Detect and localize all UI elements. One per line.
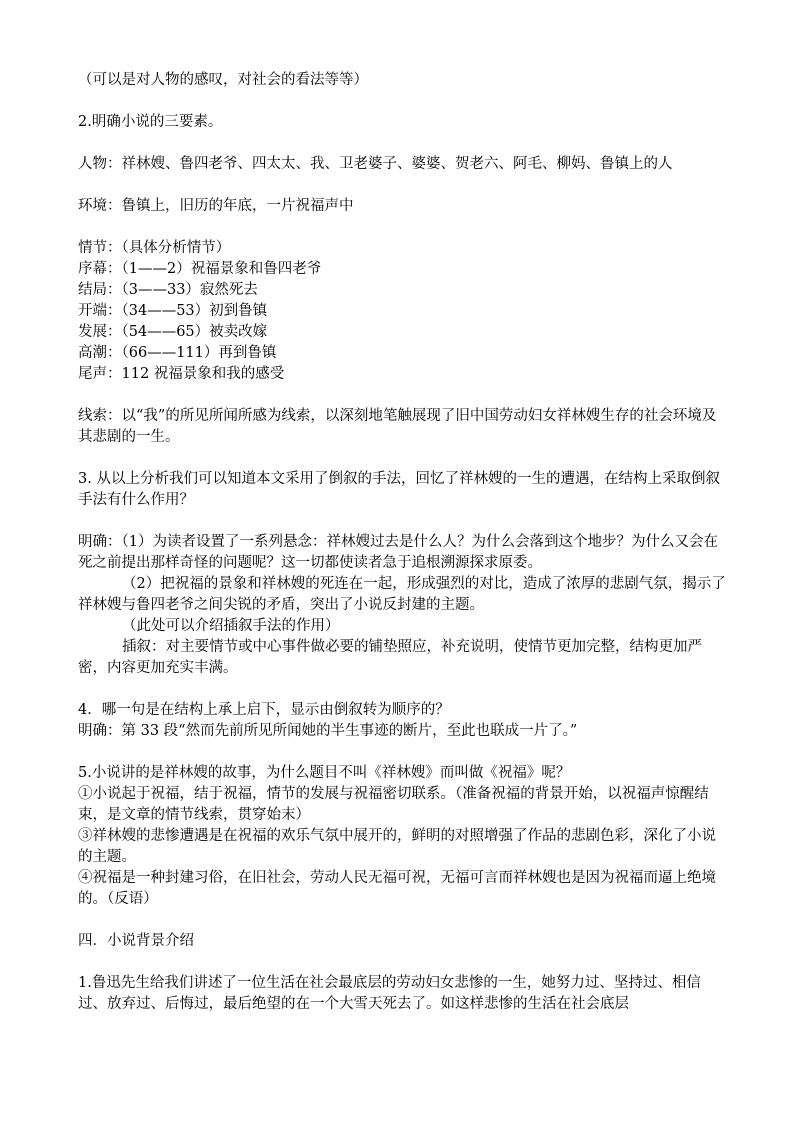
plot-item: 高潮：（66——111）再到鲁镇 — [78, 345, 277, 361]
plot-item: 结局：（3——33）寂然死去 — [78, 282, 258, 298]
environment-paragraph: 环境：鲁镇上，旧历的年底，一片祝福声中 — [78, 198, 354, 214]
document-page — [78, 70, 728, 1015]
plot-item: 发展：（54——65）被卖改嫁 — [78, 324, 268, 340]
answer-3-flashback: 插叙：对主要情节或中心事件做必要的铺垫照应，补充说明，使情节更加完整，结构更加严密，内容更加充实丰满。 — [78, 639, 702, 676]
answer-5-point-4: ④祝福是一种封建习俗，在旧社会，劳动人民无福可祝，无福可言而祥林嫂也是因为祝福而逼上绝境的。（反语） — [78, 870, 716, 907]
line-reflection-note: （可以是对人物的感叹，对社会的看法等等） — [78, 72, 368, 88]
plot-item: 尾声：112 祝福景象和我的感受 — [78, 366, 285, 382]
section-4-heading: 四．小说背景介绍 — [78, 933, 194, 949]
characters-paragraph: 人物：祥林嫂、鲁四老爷、四太太、我、卫老婆子、婆婆、贺老六、阿毛、柳妈、鲁镇上的人 — [78, 156, 673, 172]
answer-5-point-3: ③祥林嫂的悲惨遭遇是在祝福的欢乐气氛中展开的，鲜明的对照增强了作品的悲剧色彩，深化了小说的主题。 — [78, 828, 716, 865]
background-paragraph-1: 1.鲁迅先生给我们讲述了一位生活在社会最底层的劳动妇女悲惨的一生，她努力过、坚持过、相信过、放弃过、后悔过，最后绝望的在一个大雪天死去了。如这样悲惨的生活在社会底层 — [78, 975, 701, 1012]
plot-item: 序幕：（1——2）祝福景象和鲁四老爷 — [78, 261, 322, 277]
heading-three-elements: 2.明确小说的三要素。 — [78, 114, 223, 130]
answer-3-part-2: （2）把祝福的景象和祥林嫂的死连在一起，形成强烈的对比，造成了浓厚的悲剧气氛，揭示了祥林嫂与鲁四老爷之间尖锐的矛盾，突出了小说反封建的主题。 — [78, 576, 726, 613]
answer-3-part-1: 明确：（1）为读者设置了一系列悬念：祥林嫂过去是什么人？为什么会落到这个地步？为什么又会在死之前提出那样奇怪的问题呢？这一切都使读者急于追根溯源探求原委。 — [78, 534, 718, 571]
answer-5-point-1: ①小说起于祝福，结于祝福，情节的发展与祝福密切联系。（准备祝福的背景开始，以祝福声惊醒结束，是文章的情节线索，贯穿始末） — [78, 786, 709, 823]
question-3: 3. 从以上分析我们可以知道本文采用了倒叙的手法，回忆了祥林嫂的一生的遭遇，在结构上采取倒叙手法有什么作用？ — [78, 471, 720, 508]
question-5: 5.小说讲的是祥林嫂的故事，为什么题目不叫《祥林嫂》而叫做《祝福》呢？ — [78, 765, 571, 781]
clue-paragraph: 线索：以“我”的所见所闻所感为线索，以深刻地笔触展现了旧中国劳动妇女祥林嫂生存的社会环境及其悲剧的一生。 — [78, 408, 717, 445]
answer-3-note: （此处可以介绍插叙手法的作用） — [122, 618, 340, 634]
plot-title: 情节：（具体分析情节） — [78, 240, 231, 256]
answer-4: 明确：第 33 段“然而先前所见所闻她的半生事迹的断片，至此也联成一片了。” — [78, 723, 578, 739]
question-4: 4．哪一句是在结构上承上启下，显示由倒叙转为顺序的？ — [78, 702, 450, 718]
plot-item: 开端：（34——53）初到鲁镇 — [78, 303, 268, 319]
